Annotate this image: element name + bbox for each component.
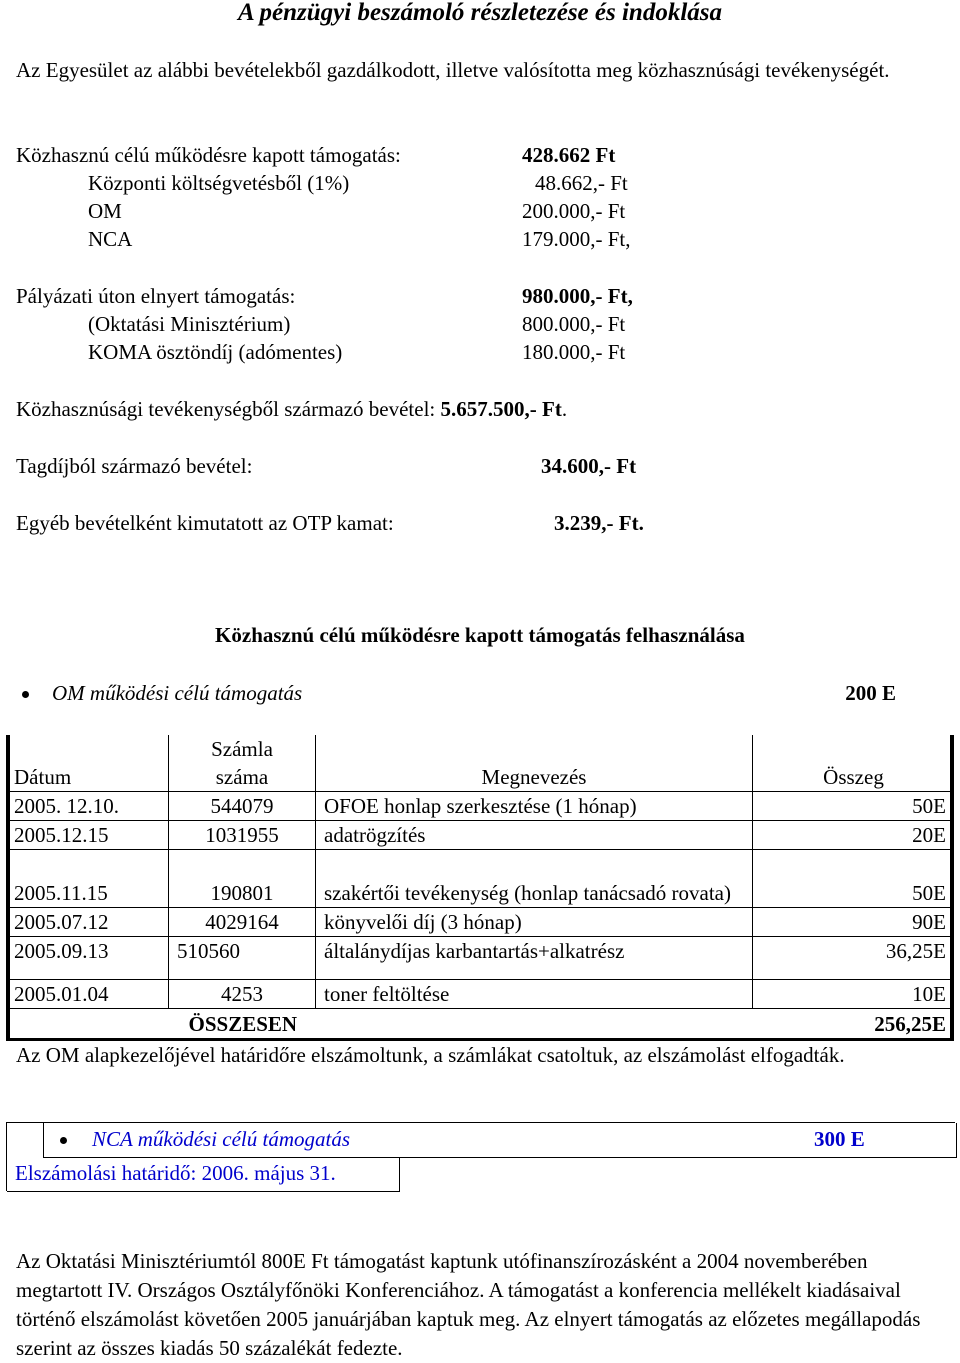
support-item-amount: 179.000,- Ft,: [522, 227, 631, 251]
expense-table: [6, 735, 954, 1041]
om-support-amount: 200 E: [845, 681, 896, 705]
cell-amount: 50E: [753, 850, 955, 908]
final-paragraph: Az Oktatási Minisztériumtól 800E Ft támogatást kaptunk utófinanszírozásként a 2004 novemberében megtartott IV. Országos Osztályfőnöki Konferenciához. A támogatást a konferencia mellékelt kiadásaival történő elszámolást követően 2005 januárjában kaptuk meg. Az elnyert támogatás az előzetes megállapodás szerint az összes kiadás 50 százalékát fedezte.: [16, 1249, 921, 1360]
support-item-label: OM: [88, 199, 122, 223]
otp-amount: 3.239,- Ft.: [554, 511, 644, 535]
tender-item-label: (Oktatási Minisztérium): [88, 312, 291, 336]
cell-amount: 50E: [753, 792, 955, 821]
intro-paragraph: Az Egyesület az alábbi bevételekből gazdálkodott, illetve valósította meg közhasznúsági tevékenységét.: [16, 58, 890, 82]
activity-label: Közhasznúsági tevékenységből származó bevétel:: [16, 397, 441, 421]
cell-name: szakértői tevékenység (honlap tanácsadó rovata): [316, 850, 753, 908]
cell-invoice: 4029164: [169, 908, 316, 937]
table-row: [6, 908, 954, 937]
cell-invoice: 1031955: [169, 821, 316, 850]
otp-label: Egyéb bevételként kimutatott az OTP kamat:: [16, 511, 394, 535]
total-spacer: [6, 1009, 169, 1040]
cell-amount: 20E: [753, 821, 955, 850]
header-amount: Összeg: [753, 735, 955, 792]
tender-item-amount: 180.000,- Ft: [522, 340, 626, 364]
cell-date: 2005.01.04: [6, 980, 169, 1009]
cell-date: 2005. 12.10.: [6, 792, 169, 821]
activity-income-line: [16, 395, 567, 424]
nca-box: [6, 1122, 955, 1191]
nca-support-amount: 300 E: [814, 1127, 865, 1151]
tender-amount: 980.000,- Ft,: [522, 284, 633, 308]
table-left-border: [6, 735, 10, 1039]
tender-label: Pályázati úton elnyert támogatás:: [16, 284, 296, 308]
cell-amount: 10E: [753, 980, 955, 1009]
table-row: [6, 980, 954, 1009]
activity-suffix: .: [561, 397, 568, 421]
cell-name: OFOE honlap szerkesztése (1 hónap): [316, 792, 753, 821]
nca-support-label: NCA működési célú támogatás: [92, 1127, 351, 1151]
support-item-amount: 48.662,- Ft: [535, 171, 628, 195]
cell-name: általánydíjas karbantartás+alkatrész: [316, 937, 753, 980]
header-invoice: [169, 735, 316, 792]
membership-amount: 34.600,- Ft: [541, 454, 637, 478]
total-label: ÖSSZESEN: [169, 1009, 753, 1040]
table-header-row: [6, 735, 954, 792]
header-date: Dátum: [6, 735, 169, 792]
om-settlement-note: Az OM alapkezelőjével határidőre elszámoltunk, a számlákat csatoltuk, az elszámolást elfogadták.: [16, 1043, 845, 1067]
nca-header: [43, 1123, 957, 1158]
usage-section-title: Közhasznú célú működésre kapott támogatás felhasználása: [215, 623, 745, 647]
om-support-row: [16, 679, 896, 711]
support-label: Közhasznú célú működésre kapott támogatás:: [16, 143, 401, 167]
table-row: [6, 792, 954, 821]
support-item-label: NCA: [88, 227, 133, 251]
tender-item-amount: 800.000,- Ft: [522, 312, 626, 336]
bullet-icon: [22, 691, 29, 698]
cell-date: 2005.09.13: [6, 937, 169, 980]
nca-deadline: Elszámolási határidő: 2006. május 31.: [15, 1161, 336, 1185]
om-support-label: OM működési célú támogatás: [52, 681, 303, 705]
cell-date: 2005.11.15: [6, 850, 169, 908]
cell-name: adatrögzítés: [316, 821, 753, 850]
cell-amount: 90E: [753, 908, 955, 937]
cell-name: toner feltöltése: [316, 980, 753, 1009]
cell-date: 2005.07.12: [6, 908, 169, 937]
cell-invoice: 544079: [169, 792, 316, 821]
total-amount: 256,25E: [753, 1009, 955, 1040]
bullet-icon: [60, 1137, 67, 1144]
table-row: [6, 821, 954, 850]
cell-name: könyvelői díj (3 hónap): [316, 908, 753, 937]
cell-invoice: 190801: [169, 850, 316, 908]
page-title: A pénzügyi beszámoló részletezése és indoklása: [237, 0, 723, 26]
membership-label: Tagdíjból származó bevétel:: [16, 454, 253, 478]
tender-item-label: KOMA ösztöndíj (adómentes): [88, 340, 343, 364]
cell-invoice: 4253: [169, 980, 316, 1009]
cell-invoice: 510560: [169, 937, 316, 980]
cell-amount: 36,25E: [753, 937, 955, 980]
cell-date: 2005.12.15: [6, 821, 169, 850]
table-total-row: [6, 1009, 954, 1040]
header-invoice-line2: száma: [215, 765, 269, 789]
header-invoice-line1: Számla: [211, 737, 273, 761]
support-item-label: Központi költségvetésből (1%): [88, 171, 350, 195]
support-amount: 428.662 Ft: [522, 143, 616, 167]
table-row: [6, 937, 954, 980]
table-row: [6, 850, 954, 908]
table-right-border: [950, 735, 954, 1039]
activity-amount: 5.657.500,- Ft: [440, 397, 562, 421]
support-item-amount: 200.000,- Ft: [522, 199, 626, 223]
header-name: Megnevezés: [316, 735, 753, 792]
